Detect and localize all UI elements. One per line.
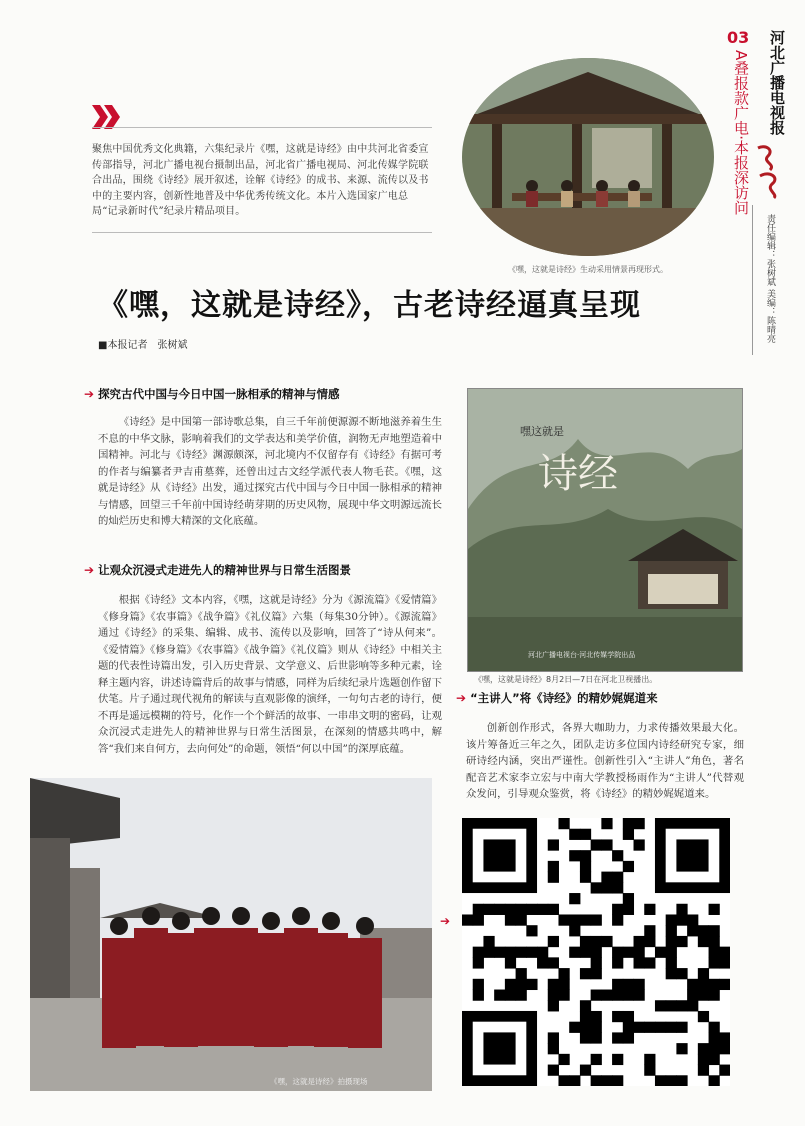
article-paragraph: 《诗经》是中国第一部诗歌总集，自三千年前便源源不断地滋养着生生不息的中华文脉，影响着我们的文学表达和美学价值，润物无声地塑造着中国精神。河北与《诗经》渊源颇深，河北境内不仅留存有《诗经》有据可考的作者与编纂者尹吉甫墓葬，还曾出过古文经学派代表人物毛苌。《嘿，这就是诗经》从《诗经》出发，通过探究古代中国与今日中国一脉相承的精神与情感，回望三千年前中国诗经萌芽期的历史风物，展现中华文明源远流长的灿烂历史和博大精深的文化底蕴。 <box>98 416 442 527</box>
masthead-seal <box>752 140 788 200</box>
section-heading-text: “主讲人”将《诗经》的精妙娓娓道来 <box>470 691 658 705</box>
arrow-right-icon: ➔ <box>440 914 451 928</box>
poster-credit: 河北广播电视台·河北传媒学院出品 <box>528 651 636 659</box>
divider <box>92 127 432 128</box>
masthead-title: 河北广播电视报 <box>768 30 786 135</box>
intro-paragraph: 聚焦中国优秀文化典籍，六集纪录片《嘿，这就是诗经》由中共河北省委宣传部指导，河北广播电视台摄制出品，河北省广播电视局、河北传媒学院联合出品，围绕《诗经》展开叙述，诠解《诗经》的成书、来源、流传以及书中的主要内容，创新性地普及中华优秀传统文化。本片入选国家广电总局“记录新时代”纪录片精品项目。 <box>92 144 429 218</box>
photo-caption: 《嘿，这就是诗经》生动采用情景再现形式。 <box>508 265 668 274</box>
photo-caption: 《嘿，这就是诗经》拍摄现场 <box>270 1077 368 1086</box>
poster-small-title: 嘿这就是 <box>520 425 564 438</box>
section-label: A叠报款广电·本报深访问 <box>732 50 750 216</box>
section-heading <box>84 386 444 402</box>
divider <box>92 232 432 233</box>
page-number: 03 <box>727 28 750 47</box>
section-heading-text: 探究古代中国与今日中国一脉相承的精神与情感 <box>98 387 340 401</box>
documentary-poster <box>467 388 743 672</box>
pavilion-scene-photo <box>462 58 714 256</box>
editors-credit: 责任编辑：张树斌 美编：陈晴亮 <box>765 214 775 343</box>
headline: 《嘿，这就是诗经》，古老诗经逼真呈现 <box>98 288 641 323</box>
arrow-right-icon: ➔ <box>84 563 95 577</box>
article-paragraph: 根据《诗经》文本内容，《嘿，这就是诗经》分为《源流篇》《爱情篇》《修身篇》《农事篇》《战争篇》《礼仪篇》六集（每集30分钟）。《源流篇》通过《诗经》的采集、编辑、成书、流传以及影响，回答了“诗从何来”。《爱情篇》《修身篇》《农事篇》《战争篇》《礼仪篇》则从《诗经》中相关主题的代表性诗篇出发，引入历史背景、文学意义、后世影响等多种元素，诠释主题内容，讲述诗篇背后的故事与情感，同样为后续纪录片选题创作留下伏笔。片子通过现代视角的解读与直观影像的演绎，一句句古老的诗行，便不再是遥远模糊的符号，化作一个个鲜活的故事、一串串文明的密码，让观众沉浸式走进先人的精神世界与日常生活图景，在深刻的情感共鸣中，解答“我们来自何方，去向何处”的命题，领悟“何以中国”的深厚底蕴。 <box>98 594 442 755</box>
poster-title: 诗经 <box>538 451 618 497</box>
byline: ■本报记者 张树斌 <box>98 340 188 351</box>
section-heading <box>84 562 444 578</box>
divider <box>752 205 753 355</box>
arrow-right-icon: ➔ <box>84 387 95 401</box>
section-heading <box>456 690 756 706</box>
cast-group-photo <box>30 778 432 1091</box>
poster-caption: 《嘿，这就是诗经》8月2日—7日在河北卫视播出。 <box>474 675 658 684</box>
section-heading-text: 让观众沉浸式走进先人的精神世界与日常生活图景 <box>98 563 352 577</box>
chevron-right-icon <box>92 105 122 129</box>
qr-code[interactable] <box>462 818 730 1086</box>
arrow-right-icon: ➔ <box>456 691 467 705</box>
article-paragraph: 创新创作形式，各界大咖助力，力求传播效果最大化。该片筹备近三年之久，团队走访多位国内诗经研究专家，细研诗经内涵，突出严谨性。创新性引入“主讲人”角色，著名配音艺术家李立宏与中南大学教授杨雨作为“主讲人”代替观众发问，引导观众鉴赏，将《诗经》的精妙娓娓道来。 <box>466 722 744 800</box>
